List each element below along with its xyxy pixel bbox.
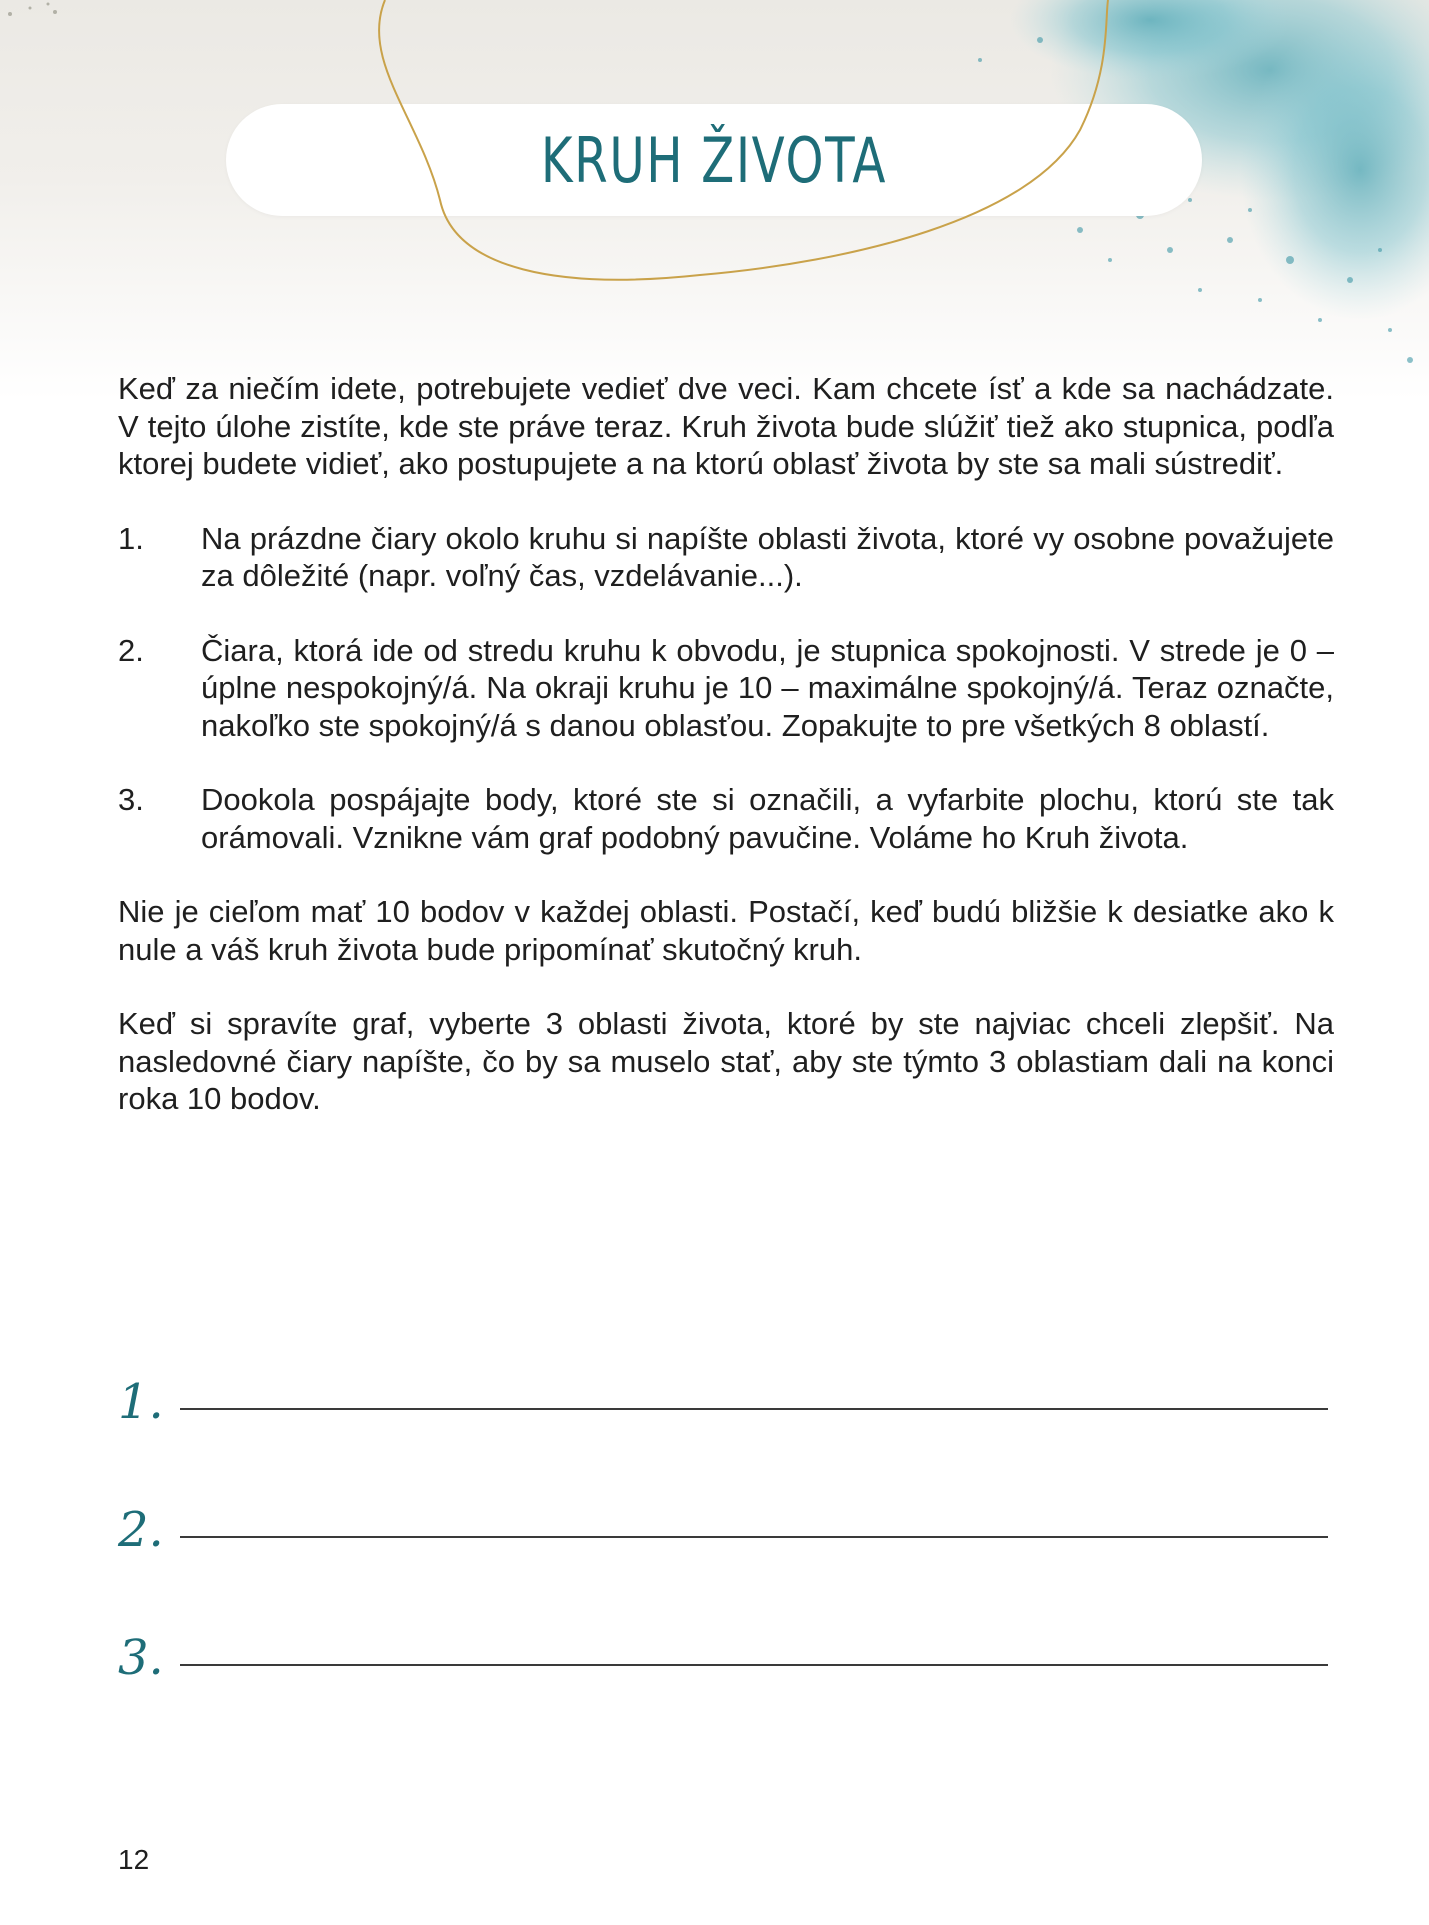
- answer-number: 2.: [118, 1502, 164, 1558]
- step-item: [118, 781, 1334, 856]
- instruction-paragraph: Keď si spravíte graf, vyberte 3 oblasti života, ktoré by ste najviac chceli zlepšiť. Na nasledovné čiary napíšte, čo by sa muselo stať, aby ste týmto 3 oblastiam dali na konci roka 10 bodov.: [118, 1006, 1334, 1116]
- answer-row: [118, 1616, 1328, 1744]
- steps-list: [118, 520, 1334, 857]
- step-text: Na prázdne čiary okolo kruhu si napíšte oblasti života, ktoré vy osobne považujete za dôležité (napr. voľný čas, vzdelávanie...).: [201, 520, 1334, 593]
- step-text: Čiara, ktorá ide od stredu kruhu k obvodu, je stupnica spokojnosti. V strede je 0 – úplne nespokojný/á. Na okraji kruhu je 10 – maximálne spokojný/á. Teraz označte, nakoľko ste spokojný/á s danou oblasťou. Zopakujte to pre všetkých 8 oblastí.: [201, 632, 1334, 743]
- main-content: [118, 370, 1334, 1118]
- answer-number: 1.: [118, 1374, 164, 1430]
- answer-number: 3.: [118, 1630, 164, 1686]
- page-number: 12: [118, 1844, 150, 1875]
- page-title: KRUH ŽIVOTA: [540, 123, 888, 197]
- step-number: 1.: [118, 520, 144, 556]
- answer-row: [118, 1360, 1328, 1488]
- answer-lines: [118, 1360, 1328, 1744]
- step-number: 3.: [118, 782, 144, 817]
- note-paragraph: Nie je cieľom mať 10 bodov v každej oblasti. Postačí, keď budú bližšie k desiatke ako k nule a váš kruh života bude pripomínať skutočný kruh.: [118, 894, 1334, 967]
- answer-row: [118, 1488, 1328, 1616]
- step-text: Dookola pospájajte body, ktoré ste si označili, a vyfarbite plochu, ktorú ste tak orámovali. Vznikne vám graf podobný pavučine. Voláme ho Kruh života.: [201, 782, 1334, 855]
- answer-line[interactable]: [180, 1664, 1328, 1666]
- answer-line[interactable]: [180, 1536, 1328, 1538]
- step-item: [118, 632, 1334, 745]
- step-number: 2.: [118, 632, 144, 668]
- step-item: [118, 520, 1334, 595]
- answer-line[interactable]: [180, 1408, 1328, 1410]
- intro-paragraph: Keď za niečím idete, potrebujete vedieť dve veci. Kam chcete ísť a kde sa nachádzate. V tejto úlohe zistíte, kde ste práve teraz. Kruh života bude slúžiť tiež ako stupnica, podľa ktorej budete vidieť, ako postupujete a na ktorú oblasť života by ste sa mali sústrediť.: [118, 371, 1334, 481]
